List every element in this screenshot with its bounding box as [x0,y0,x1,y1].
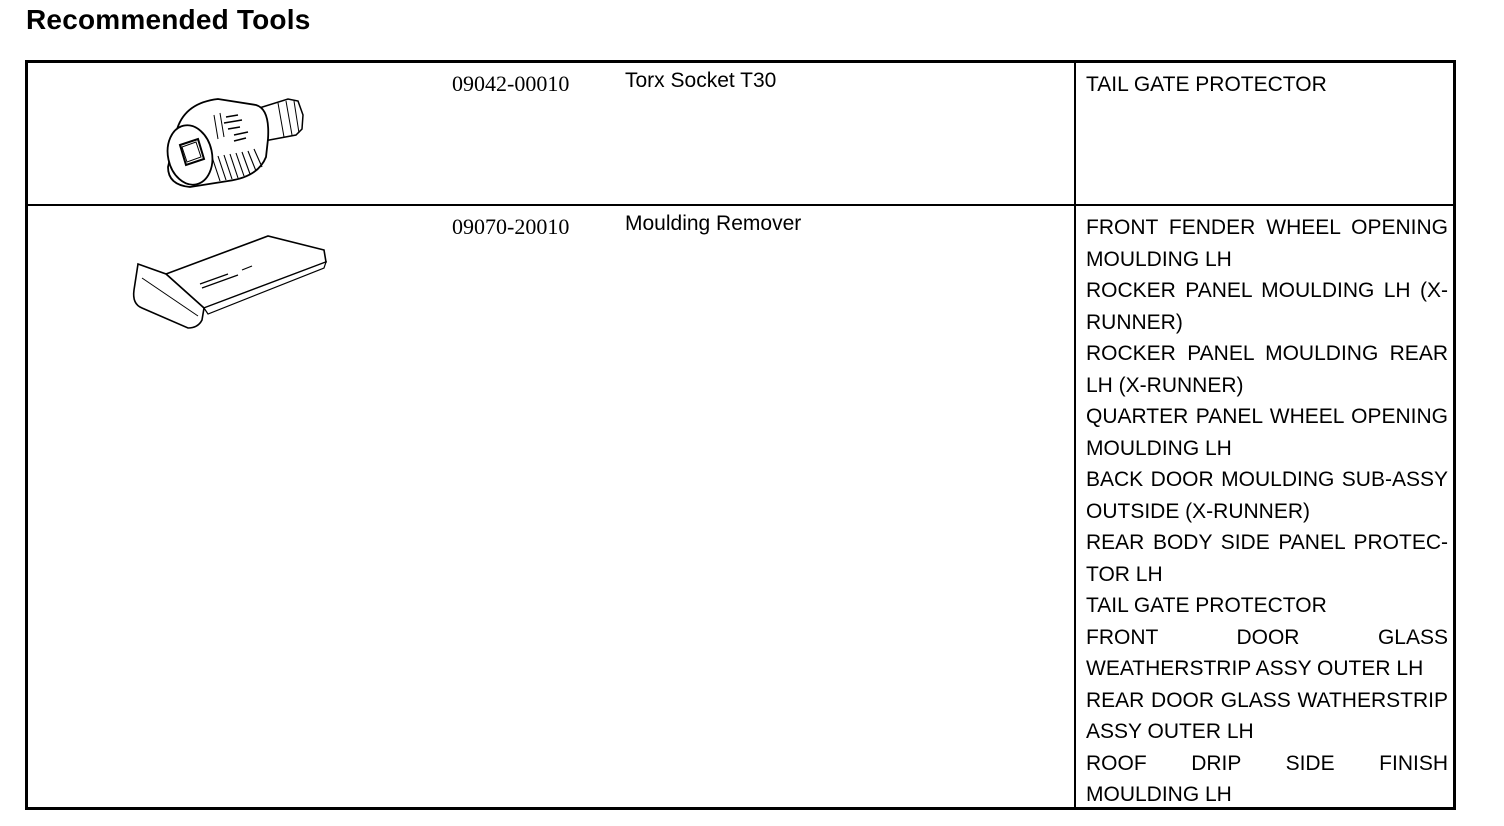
part-number: 09042-00010 [452,71,570,96]
part-number: 09070-20010 [452,214,570,239]
list-item: QUARTER PANEL WHEEL OPENING MOULDING LH [1086,405,1448,460]
list-item: ROCKER PANEL MOULDING REAR LH (X-RUNNER) [1086,342,1448,397]
tool-row [28,63,1453,206]
list-item: FRONT FENDER WHEEL OPENING MOULDING LH [1086,216,1448,271]
list-item: REAR BODY SIDE PANEL PROTEC-TOR LH [1086,531,1448,586]
list-item: FRONT DOOR GLASS WEATHERSTRIP ASSY OUTER LH [1086,625,1448,680]
page-title: Recommended Tools [26,4,311,35]
list-item: TAIL GATE PROTECTOR [1086,594,1327,617]
tool-name: Moulding Remover [625,212,802,235]
list-item: BACK DOOR MOULDING SUB-ASSY OUTSIDE (X-RUNNER) [1086,468,1448,523]
list-item: ROOF DRIP SIDE FINISH MOULDING LH [1086,751,1448,806]
list-item: TAIL GATE PROTECTOR [1086,73,1327,96]
column-divider [1074,206,1076,807]
tool-name: Torx Socket T30 [625,69,777,92]
recommended-tools-table [25,60,1456,810]
list-item: REAR DOOR GLASS WATHERSTRIP ASSY OUTER LH [1086,688,1448,743]
applies-to-list [1086,212,1448,811]
moulding-remover-illustration [128,220,328,340]
applies-to-list [1086,69,1448,101]
column-divider [1074,63,1076,204]
tool-row [28,206,1453,807]
torx-socket-illustration [138,77,338,192]
list-item: ROCKER PANEL MOULDING LH (X-RUNNER) [1086,279,1448,334]
